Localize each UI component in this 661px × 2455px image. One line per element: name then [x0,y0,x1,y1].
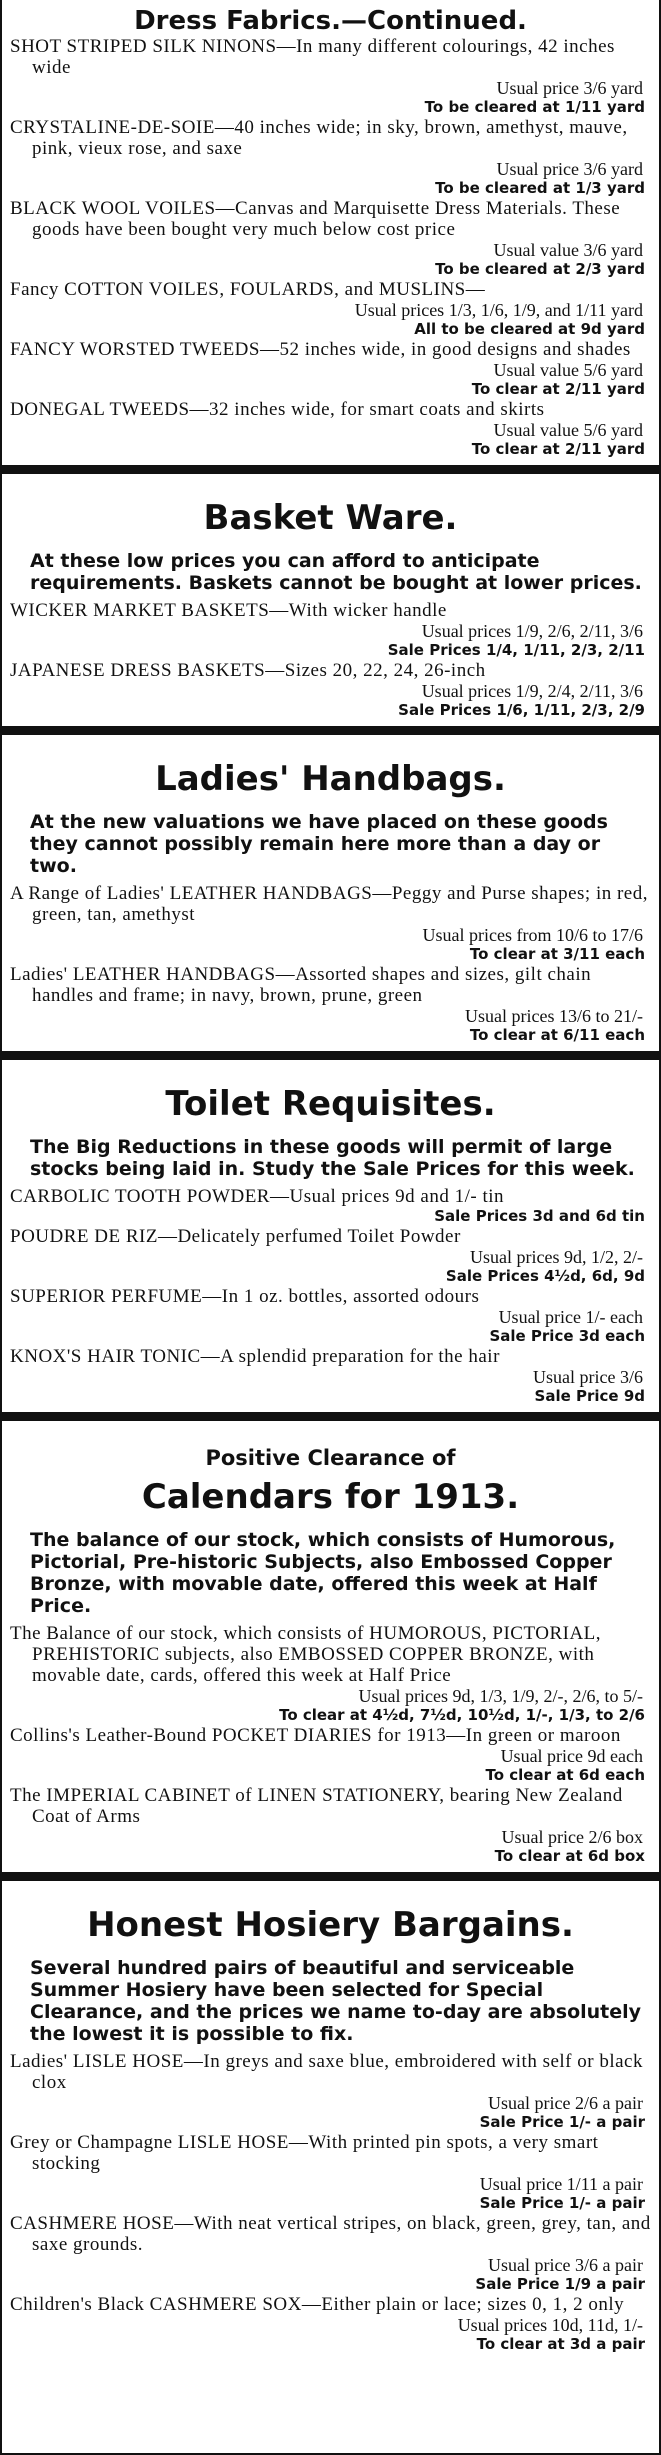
item-description: FANCY WORSTED TWEEDS—52 inches wide, in good designs and shades [10,339,631,360]
list-item [10,339,651,398]
item-description: The Balance of our stock, which consists of HUMOROUS, PICTORIAL, PREHISTORIC subjects, also EMBOSSED COPPER BRONZE, with movable date, cards, offered this week at Half Price [10,1623,602,1686]
list-item [10,399,651,458]
list-item [10,117,651,197]
sale-price: To clear at 3d a pair [476,2335,645,2353]
section-ladies-handbags [2,735,659,1051]
list-item [10,2051,651,2131]
usual-price: Usual value 3/6 yard [493,240,643,260]
item-description: CARBOLIC TOOTH POWDER—Usual prices 9d and 1/- tin [10,1186,505,1207]
list-item [10,1623,651,1724]
sale-price: Sale Price 9d [534,1387,645,1405]
list-item [10,1725,651,1784]
item-description: A Range of Ladies' LEATHER HANDBAGS—Peggy and Purse shapes; in red, green, tan, amethyst [10,883,648,925]
usual-price: Usual price 2/6 box [501,1827,643,1847]
usual-price: Usual prices from 10/6 to 17/6 [422,925,643,945]
sale-price: Sale Prices 1/4, 1/11, 2/3, 2/11 [387,641,645,659]
item-description: JAPANESE DRESS BASKETS—Sizes 20, 22, 24, 26-inch [10,660,486,681]
list-item [10,1346,651,1405]
usual-price: Usual price 3/6 a pair [488,2255,643,2275]
section-title: Basket Ware. [203,498,458,538]
list-item [10,2132,651,2212]
section-title: Dress Fabrics.—Continued. [134,6,527,36]
section-intro: The Big Reductions in these goods will permit of large stocks being laid in. Study the Sale Prices for this week. [30,1136,635,1180]
usual-price: Usual price 3/6 yard [496,78,643,98]
section-divider [2,726,659,735]
sale-price: All to be cleared at 9d yard [414,320,645,338]
sale-price: Sale Prices 1/6, 1/11, 2/3, 2/9 [398,701,645,719]
item-description: The IMPERIAL CABINET of LINEN STATIONERY, bearing New Zealand Coat of Arms [10,1785,623,1827]
item-description: KNOX'S HAIR TONIC—A splendid preparation for the hair [10,1346,500,1367]
usual-price: Usual price 9d each [500,1746,643,1766]
item-description: WICKER MARKET BASKETS—With wicker handle [10,600,447,621]
item-description: BLACK WOOL VOILES—Canvas and Marquisette Dress Materials. These goods have been bought very much below cost price [10,198,621,240]
usual-price: Usual price 2/6 a pair [488,2093,643,2113]
sale-price: To clear at 2/11 yard [471,380,645,398]
sale-price: To clear at 3/11 each [469,945,645,963]
usual-price: Usual prices 10d, 11d, 1/- [457,2315,643,2335]
sale-price: To clear at 6d each [485,1766,645,1784]
item-description: SHOT STRIPED SILK NINONS—In many different colourings, 42 inches wide [10,36,615,78]
item-description: DONEGAL TWEEDS—32 inches wide, for smart coats and skirts [10,399,545,420]
section-pretitle: Positive Clearance of [205,1446,456,1470]
item-description: CRYSTALINE-DE-SOIE—40 inches wide; in sky, brown, amethyst, mauve, pink, vieux rose, and saxe [10,117,628,159]
section-intro: At these low prices you can afford to anticipate requirements. Baskets cannot be bought at lower prices. [30,550,642,594]
section-divider [2,1051,659,1060]
usual-price: Usual prices 1/9, 2/6, 2/11, 3/6 [421,621,643,641]
sale-price: Sale Prices 3d and 6d tin [434,1207,645,1225]
list-item [10,1785,651,1865]
sale-price: To clear at 6d box [494,1847,645,1865]
section-basket-ware [2,474,659,726]
usual-price: Usual prices 13/6 to 21/- [465,1006,643,1026]
list-item [10,279,651,338]
section-toilet-requisites [2,1060,659,1412]
usual-price: Usual prices 9d, 1/3, 1/9, 2/-, 2/6, to 5/- [358,1686,643,1706]
item-description: Collins's Leather-Bound POCKET DIARIES for 1913—In green or maroon [10,1725,621,1746]
section-intro: At the new valuations we have placed on these goods they cannot possibly remain here more than a day or two. [30,811,608,877]
sale-price: Sale Price 1/- a pair [479,2113,645,2131]
section-title: Ladies' Handbags. [155,759,506,799]
sale-price: Sale Prices 4½d, 6d, 9d [445,1267,645,1285]
sale-price: To be cleared at 1/11 yard [424,98,645,116]
list-item [10,600,651,659]
section-intro: Several hundred pairs of beautiful and serviceable Summer Hosiery have been selected for Special Clearance, and the prices we name to-day are absolutely the lowest it is possible to fix. [30,1957,642,2045]
list-item [10,964,651,1044]
usual-price: Usual price 3/6 [533,1367,643,1387]
item-description: CASHMERE HOSE—With neat vertical stripes, on black, green, grey, tan, and saxe grounds. [10,2213,651,2255]
item-description: Children's Black CASHMERE SOX—Either plain or lace; sizes 0, 1, 2 only [10,2294,625,2315]
usual-price: Usual prices 1/3, 1/6, 1/9, and 1/11 yard [354,300,643,320]
list-item [10,2213,651,2293]
usual-price: Usual value 5/6 yard [493,360,643,380]
section-hosiery [2,1881,659,2360]
sale-price: Sale Price 3d each [489,1327,645,1345]
sale-price: To clear at 6/11 each [469,1026,645,1044]
section-title: Honest Hosiery Bargains. [87,1905,574,1945]
list-item [10,198,651,278]
sale-price: To clear at 4½d, 7½d, 10½d, 1/-, 1/3, to 2/6 [279,1706,645,1724]
section-title: Calendars for 1913. [141,1477,520,1517]
usual-price: Usual price 3/6 yard [496,159,643,179]
section-divider [2,1412,659,1421]
section-divider [2,1872,659,1881]
usual-price: Usual price 1/11 a pair [479,2174,643,2194]
section-title: Toilet Requisites. [165,1084,496,1124]
usual-price: Usual prices 9d, 1/2, 2/- [470,1247,643,1267]
section-calendars [2,1421,659,1872]
section-dress-fabrics [2,0,659,465]
usual-price: Usual price 1/- each [498,1307,643,1327]
sale-price: Sale Price 1/- a pair [479,2194,645,2212]
section-divider [2,465,659,474]
item-description: Ladies' LISLE HOSE—In greys and saxe blue, embroidered with self or black clox [10,2051,643,2093]
sale-price: To clear at 2/11 yard [471,440,645,458]
list-item [10,1226,651,1285]
list-item [10,2294,651,2353]
usual-price: Usual value 5/6 yard [493,420,643,440]
item-description: Ladies' LEATHER HANDBAGS—Assorted shapes and sizes, gilt chain handles and frame; in navy, brown, prune, green [10,964,592,1006]
item-description: SUPERIOR PERFUME—In 1 oz. bottles, assorted odours [10,1286,480,1307]
section-intro: The balance of our stock, which consists of Humorous, Pictorial, Pre-historic Subjects, also Embossed Copper Bronze, with movable date, offered this week at Half Price. [30,1529,616,1617]
sale-price: Sale Price 1/9 a pair [475,2275,645,2293]
item-description: POUDRE DE RIZ—Delicately perfumed Toilet Powder [10,1226,461,1247]
list-item [10,1186,651,1225]
sale-price: To be cleared at 2/3 yard [435,260,645,278]
item-description: Fancy COTTON VOILES, FOULARDS, and MUSLINS— [10,279,486,300]
item-description: Grey or Champagne LISLE HOSE—With printed pin spots, a very smart stocking [10,2132,599,2174]
list-item [10,1286,651,1345]
list-item [10,883,651,963]
list-item [10,36,651,116]
usual-price: Usual prices 1/9, 2/4, 2/11, 3/6 [421,681,643,701]
list-item [10,660,651,719]
sale-price: To be cleared at 1/3 yard [435,179,645,197]
